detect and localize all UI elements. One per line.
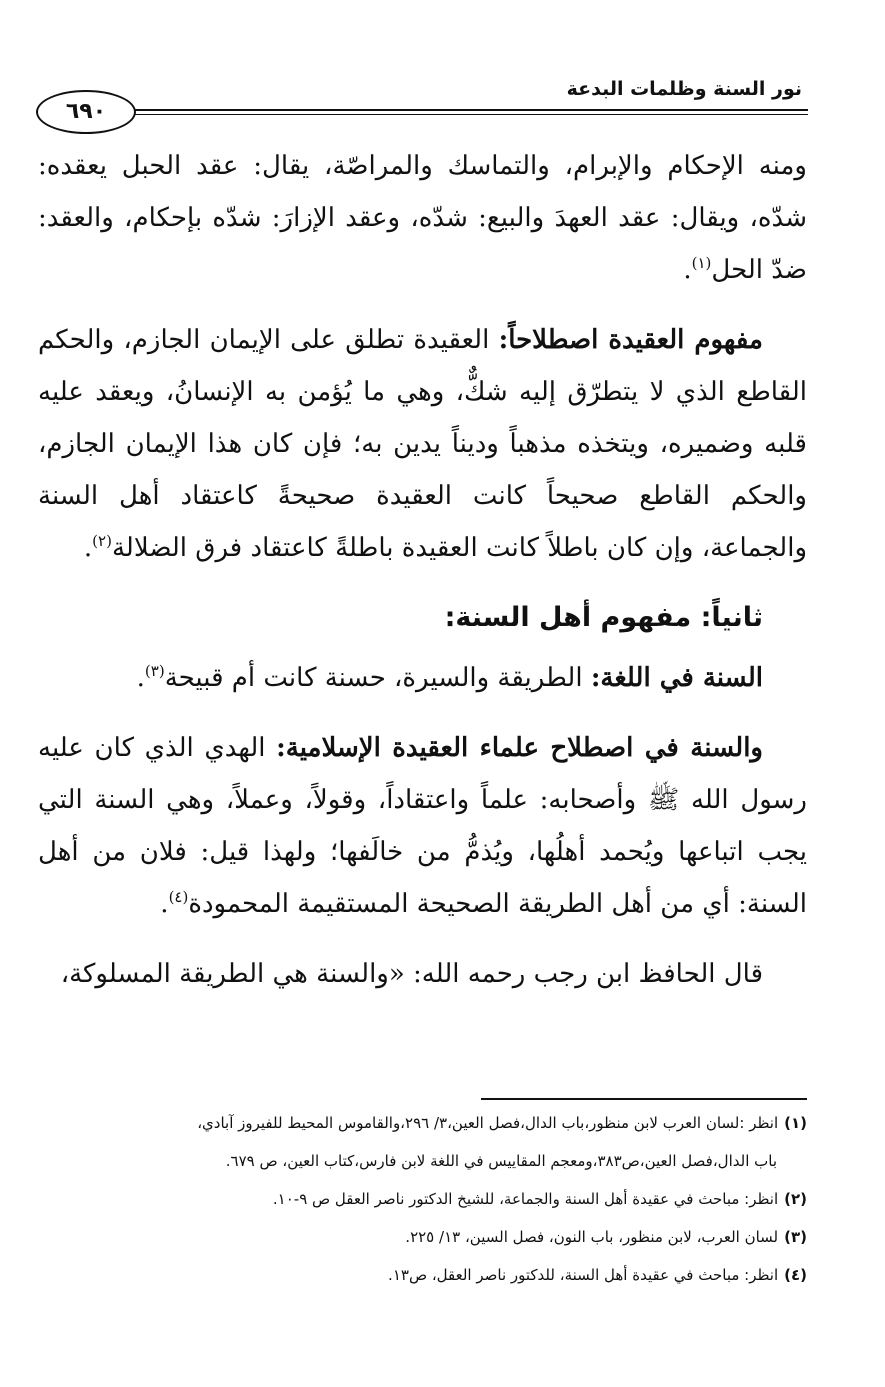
paragraph-2-text: العقيدة تطلق على الإيمان الجازم، والحكم القاطع الذي لا يتطرّق إليه شكٌّ، وهي ما يُؤمن به الإنسانُ، ويعقد عليه قلبه وضميره، ويتخذه مذهباً وديناً يدين به؛ فإن كان هذا الإيمان الجازم، والحكم القاطع صحيحاً كانت العقيدة صحيحةً كاعتقاد أهل السنة والجماعة، وإن كان باطلاً كانت العقيدة باطلةً كاعتقاد فرق الضلالة bbox=[38, 325, 807, 563]
footnote-3 bbox=[40, 1218, 807, 1256]
paragraph-1-end: . bbox=[683, 255, 692, 285]
footnote-text: لسان العرب، لابن منظور، باب النون، فصل السين، ١٣/ ٢٢٥. bbox=[405, 1228, 779, 1246]
footnote-1 bbox=[40, 1104, 807, 1180]
footnote-ref-2: (٢) bbox=[92, 532, 112, 550]
paragraph-4 bbox=[38, 722, 807, 930]
footnote-rule bbox=[481, 1098, 807, 1100]
footnote-continuation: باب الدال،فصل العين،ص٣٨٣،ومعجم المقاييس في اللغة لابن فارس،كتاب العين، ص ٦٧٩. bbox=[225, 1152, 777, 1170]
footnote-4 bbox=[40, 1256, 807, 1294]
footnote-text: انظر :لسان العرب لابن منظور،باب الدال،فصل العين،٣/ ٢٩٦،والقاموس المحيط للفيروز آبادي، bbox=[197, 1114, 779, 1132]
paragraph-1 bbox=[38, 140, 807, 296]
footnotes bbox=[40, 1104, 807, 1294]
paragraph-2-end: . bbox=[83, 533, 93, 563]
running-title: نور السنة وظلمات البدعة bbox=[566, 78, 802, 100]
paragraph-3-end: . bbox=[136, 663, 145, 693]
footnote-ref-4: (٤) bbox=[168, 888, 189, 906]
main-text bbox=[38, 140, 807, 1018]
term-sunnah-language: السنة في اللغة: bbox=[590, 663, 763, 693]
paragraph-5: قال الحافظ ابن رجب رحمه الله: «والسنة هي الطريقة المسلوكة، bbox=[60, 959, 763, 989]
paragraph-3 bbox=[38, 652, 807, 704]
footnote-number: (٣) bbox=[784, 1228, 807, 1246]
footnote-text: انظر: مباحث في عقيدة أهل السنة، للدكتور ناصر العقل، ص١٣. bbox=[388, 1266, 779, 1284]
paragraph-4-text: الهدي الذي كان عليه رسول الله ﷺ وأصحابه: علماً واعتقاداً، وقولاً، وعملاً، وهي السنة التي يجب اتباعها ويُحمد أهلُها، ويُذمُّ من خالَفها؛ ولهذا قيل: فلان من أهل السنة: أي من أهل الطريقة الصحيحة المستقيمة المحمودة bbox=[38, 733, 807, 919]
term-aqidah-definition: مفهوم العقيدة اصطلاحاً: bbox=[498, 325, 763, 355]
paragraph-3-text: الطريقة والسيرة، حسنة كانت أم قبيحة bbox=[164, 663, 591, 693]
page-number: ٦٩٠ bbox=[36, 90, 136, 134]
footnote-2 bbox=[40, 1180, 807, 1218]
footnote-text: انظر: مباحث في عقيدة أهل السنة والجماعة، للشيخ الدكتور ناصر العقل ص ٩-١٠. bbox=[272, 1190, 779, 1208]
paragraph-4-end: . bbox=[160, 889, 169, 919]
paragraph-2 bbox=[38, 314, 807, 574]
footnote-number: (٢) bbox=[784, 1190, 807, 1208]
footnote-number: (٤) bbox=[784, 1266, 807, 1284]
footnote-number: (١) bbox=[784, 1114, 807, 1132]
footnote-ref-3: (٣) bbox=[144, 662, 165, 680]
page-header bbox=[36, 72, 808, 132]
section-heading: ثانياً: مفهوم أهل السنة: bbox=[444, 602, 763, 633]
paragraph-1-text: ومنه الإحكام والإبرام، والتماسك والمراصّة، يقال: عقد الحبل يعقده: شدّه، ويقال: عقد العهدَ والبيع: شدّه، وعقد الإزارَ: شدّه بإحكام، والعقد: ضدّ الحل bbox=[38, 151, 807, 285]
header-rule bbox=[128, 109, 808, 115]
footnote-ref-1: (١) bbox=[691, 254, 712, 272]
term-sunnah-terminology: والسنة في اصطلاح علماء العقيدة الإسلامية: bbox=[276, 733, 763, 763]
